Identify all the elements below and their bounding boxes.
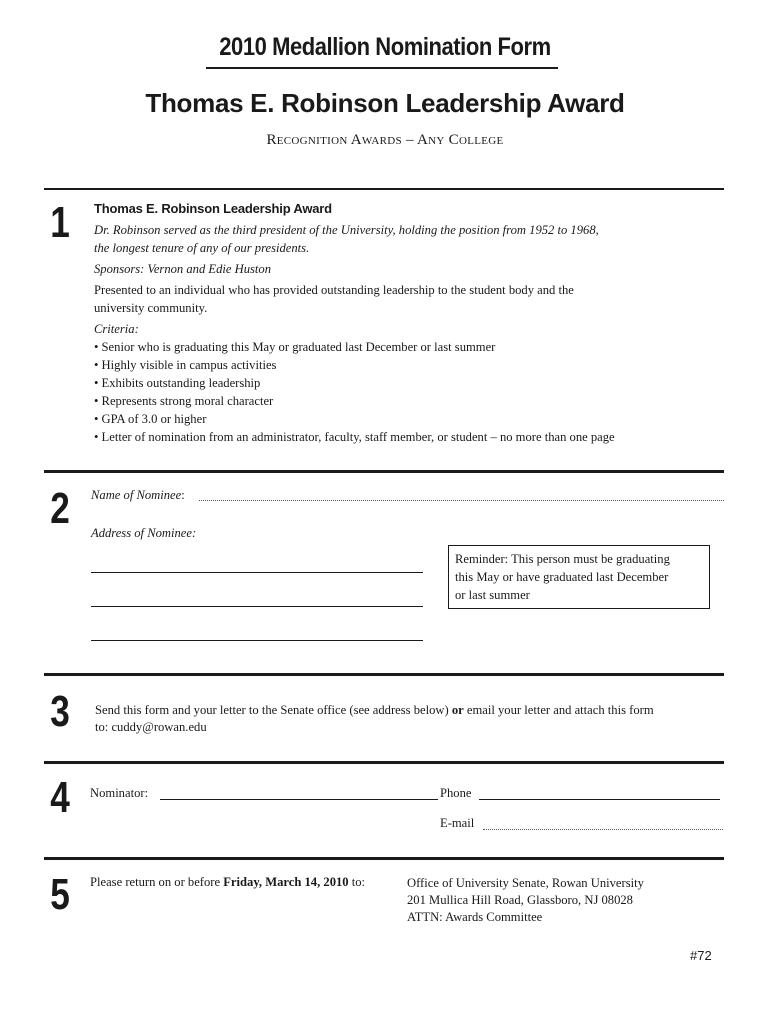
section-number-4: 4 — [50, 773, 70, 822]
phone-label: Phone — [440, 786, 472, 800]
reminder-line: Reminder: This person must be graduating — [455, 552, 670, 566]
criteria-item: • GPA of 3.0 or higher — [94, 412, 207, 426]
deadline-date: Friday, March 14, 2010 — [223, 875, 349, 889]
criteria-item: • Highly visible in campus activities — [94, 358, 277, 372]
section-number-5: 5 — [50, 870, 70, 919]
return-address-line: Office of University Senate, Rowan University — [407, 876, 644, 890]
nominee-name-label: Name of Nominee: — [91, 488, 185, 502]
award-title: Thomas E. Robinson Leadership Award — [145, 88, 625, 118]
section-divider — [44, 188, 724, 190]
return-address-line: 201 Mullica Hill Road, Glassboro, NJ 08028 — [407, 893, 633, 907]
award-history-line: Dr. Robinson served as the third president of the University, holding the position from 1952 to 1968, — [94, 223, 599, 237]
section-divider — [44, 761, 724, 764]
reminder-line: this May or have graduated last December — [455, 570, 669, 584]
criteria-item: • Senior who is graduating this May or graduated last December or last summer — [94, 340, 496, 354]
nominator-field[interactable] — [160, 785, 438, 800]
return-deadline: Please return on or before Friday, March 14, 2010 to: — [90, 875, 366, 889]
award-purpose-line: Presented to an individual who has provided outstanding leadership to the student body and the — [94, 283, 574, 297]
award-sponsors: Sponsors: Vernon and Edie Huston — [94, 262, 272, 276]
nominee-address-label: Address of Nominee: — [91, 526, 197, 540]
nominee-name-field[interactable] — [199, 486, 724, 501]
award-heading: Thomas E. Robinson Leadership Award — [94, 201, 332, 216]
nominee-address-line-3[interactable] — [91, 624, 423, 641]
section-divider — [44, 673, 724, 676]
award-purpose-line: university community. — [94, 301, 208, 315]
subtitle: Recognition Awards – Any College — [266, 132, 504, 148]
award-description — [94, 200, 734, 446]
section-divider — [44, 470, 724, 473]
nominee-address-line-2[interactable] — [91, 590, 423, 607]
reminder-box — [448, 545, 710, 609]
nominee-address-line-1[interactable] — [91, 556, 423, 573]
form-title-underline — [206, 67, 558, 69]
form-title: 2010 Medallion Nomination Form — [219, 33, 551, 61]
email-label: E-mail — [440, 816, 475, 830]
email-field[interactable] — [483, 815, 723, 830]
nominator-label: Nominator: — [90, 786, 149, 800]
criteria-item: • Letter of nomination from an administrator, faculty, staff member, or student – no more than one page — [94, 430, 615, 444]
submission-email-line: to: cuddy@rowan.edu — [95, 720, 207, 734]
phone-field[interactable] — [479, 785, 720, 800]
criteria-item: • Represents strong moral character — [94, 394, 274, 408]
return-address-line: ATTN: Awards Committee — [407, 910, 543, 924]
criteria-label: Criteria: — [94, 322, 139, 336]
section-number-3: 3 — [50, 687, 70, 736]
section-number-2: 2 — [50, 484, 70, 533]
section-divider — [44, 857, 724, 860]
award-history-line: the longest tenure of any of our presidents. — [94, 241, 310, 255]
page-number: #72 — [690, 948, 712, 963]
reminder-line: or last summer — [455, 588, 530, 602]
criteria-item: • Exhibits outstanding leadership — [94, 376, 261, 390]
submission-instructions — [95, 702, 730, 736]
submission-instructions-line: Send this form and your letter to the Senate office (see address below) or email your letter and attach this form — [95, 703, 654, 717]
return-address — [407, 875, 644, 926]
section-number-1: 1 — [50, 198, 70, 247]
